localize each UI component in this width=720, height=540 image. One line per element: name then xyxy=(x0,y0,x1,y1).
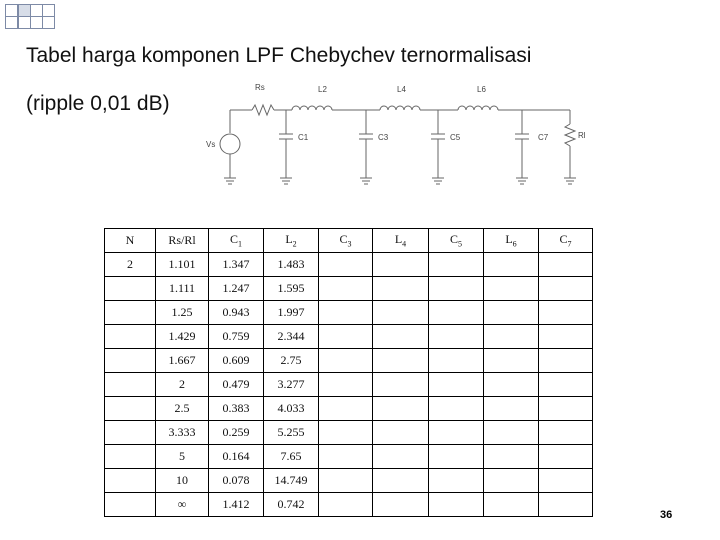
table-cell: 1.412 xyxy=(209,493,264,517)
table-cell xyxy=(373,349,429,373)
table-cell xyxy=(429,469,484,493)
table-cell xyxy=(539,421,593,445)
table-row xyxy=(105,325,593,349)
table-row xyxy=(105,397,593,421)
table-cell xyxy=(373,421,429,445)
header-n: N xyxy=(105,229,156,253)
table-cell xyxy=(319,277,373,301)
c5-label: C5 xyxy=(450,133,461,142)
slide-subtitle: (ripple 0,01 dB) xyxy=(26,92,170,115)
table-cell xyxy=(539,325,593,349)
table-cell xyxy=(484,277,539,301)
table-cell: 2.5 xyxy=(156,397,209,421)
table-cell: 0.078 xyxy=(209,469,264,493)
table-cell xyxy=(319,253,373,277)
table-row xyxy=(105,277,593,301)
table-cell xyxy=(105,277,156,301)
table-cell: 7.65 xyxy=(264,445,319,469)
rl-resistor-icon xyxy=(565,124,575,146)
table-cell xyxy=(539,445,593,469)
table-cell xyxy=(373,325,429,349)
c3-label: C3 xyxy=(378,133,389,142)
table-cell: ∞ xyxy=(156,493,209,517)
table-cell xyxy=(319,373,373,397)
table-cell xyxy=(429,421,484,445)
table-cell xyxy=(484,421,539,445)
table-cell xyxy=(105,421,156,445)
table-cell xyxy=(319,349,373,373)
c1-label: C1 xyxy=(298,133,309,142)
table-cell: 1.247 xyxy=(209,277,264,301)
component-values-table xyxy=(104,228,593,517)
table-cell xyxy=(484,301,539,325)
table-cell: 1.101 xyxy=(156,253,209,277)
table-cell: 1.347 xyxy=(209,253,264,277)
l6-label: L6 xyxy=(477,85,486,94)
header-l6: $L_6$ xyxy=(484,229,539,253)
table-cell xyxy=(429,493,484,517)
table-cell xyxy=(539,301,593,325)
l2-inductor-icon xyxy=(292,106,332,110)
rs-label: Rs xyxy=(255,83,265,92)
header-rs-rl: Rs/Rl xyxy=(156,229,209,253)
decorative-squares xyxy=(0,0,90,40)
table-cell: 10 xyxy=(156,469,209,493)
table-cell: 0.164 xyxy=(209,445,264,469)
table-cell xyxy=(373,469,429,493)
table-cell xyxy=(319,469,373,493)
table-cell: 3.277 xyxy=(264,373,319,397)
table-header-row xyxy=(105,229,593,253)
table-row xyxy=(105,373,593,397)
table-cell xyxy=(484,493,539,517)
table-cell: 0.742 xyxy=(264,493,319,517)
header-l2: $L_2$ xyxy=(264,229,319,253)
table-row xyxy=(105,421,593,445)
table-cell xyxy=(319,325,373,349)
l6-inductor-icon xyxy=(458,106,498,110)
table-cell: 0.759 xyxy=(209,325,264,349)
header-l4: $L_4$ xyxy=(373,229,429,253)
table-cell: 0.943 xyxy=(209,301,264,325)
page-number: 36 xyxy=(660,509,673,521)
table-cell xyxy=(429,253,484,277)
table-row xyxy=(105,301,593,325)
table-cell xyxy=(429,325,484,349)
c7-label: C7 xyxy=(538,133,549,142)
table-cell xyxy=(373,301,429,325)
table-row xyxy=(105,493,593,517)
table-cell xyxy=(429,301,484,325)
table-cell xyxy=(484,325,539,349)
table-cell: 0.383 xyxy=(209,397,264,421)
table-cell xyxy=(105,301,156,325)
table-cell xyxy=(484,397,539,421)
table-cell xyxy=(319,397,373,421)
table-cell xyxy=(319,493,373,517)
table-row xyxy=(105,253,593,277)
table-cell xyxy=(373,397,429,421)
table-cell xyxy=(484,253,539,277)
table-cell xyxy=(539,277,593,301)
rl-label: Rl xyxy=(578,131,586,140)
table-cell: 4.033 xyxy=(264,397,319,421)
table-cell xyxy=(319,445,373,469)
table-cell xyxy=(105,349,156,373)
table-cell xyxy=(105,493,156,517)
table-cell: 2 xyxy=(105,253,156,277)
table-cell xyxy=(539,373,593,397)
table-cell xyxy=(429,373,484,397)
table-cell xyxy=(373,445,429,469)
table-cell xyxy=(484,349,539,373)
table-cell xyxy=(539,397,593,421)
table-cell: 1.25 xyxy=(156,301,209,325)
table-cell xyxy=(373,373,429,397)
table-row xyxy=(105,445,593,469)
l4-label: L4 xyxy=(397,85,406,94)
rs-resistor-icon xyxy=(252,105,274,115)
header-c5: $C_5$ xyxy=(429,229,484,253)
table-cell xyxy=(105,373,156,397)
table-cell xyxy=(429,397,484,421)
table-cell: 1.667 xyxy=(156,349,209,373)
header-c1: $C_1$ xyxy=(209,229,264,253)
table-cell: 5.255 xyxy=(264,421,319,445)
table-cell xyxy=(373,253,429,277)
table-cell: 5 xyxy=(156,445,209,469)
table-cell xyxy=(373,493,429,517)
table-cell xyxy=(539,253,593,277)
l2-label: L2 xyxy=(318,85,327,94)
table-cell: 0.479 xyxy=(209,373,264,397)
table-cell: 2.75 xyxy=(264,349,319,373)
slide-title: Tabel harga komponen LPF Chebychev ternormalisasi xyxy=(26,44,532,67)
table-cell xyxy=(539,349,593,373)
table-cell xyxy=(429,445,484,469)
table-cell: 1.483 xyxy=(264,253,319,277)
table-cell: 2.344 xyxy=(264,325,319,349)
table-cell xyxy=(429,277,484,301)
table-cell: 3.333 xyxy=(156,421,209,445)
table-cell xyxy=(484,445,539,469)
table-row xyxy=(105,469,593,493)
table-cell xyxy=(105,445,156,469)
table-cell: 1.111 xyxy=(156,277,209,301)
table-cell xyxy=(319,421,373,445)
table-cell xyxy=(539,469,593,493)
l4-inductor-icon xyxy=(380,106,420,110)
header-c3: $C_3$ xyxy=(319,229,373,253)
table-cell xyxy=(539,493,593,517)
table-cell xyxy=(484,469,539,493)
table-cell xyxy=(429,349,484,373)
table-cell xyxy=(484,373,539,397)
table-cell: 1.429 xyxy=(156,325,209,349)
ladder-circuit-diagram xyxy=(200,78,590,190)
table-cell: 1.997 xyxy=(264,301,319,325)
table-row xyxy=(105,349,593,373)
table-cell: 0.259 xyxy=(209,421,264,445)
vs-label: Vs xyxy=(206,140,216,149)
table-cell xyxy=(105,325,156,349)
table-cell xyxy=(319,301,373,325)
table-cell: 0.609 xyxy=(209,349,264,373)
table-cell: 2 xyxy=(156,373,209,397)
table-cell xyxy=(373,277,429,301)
table-cell: 1.595 xyxy=(264,277,319,301)
voltage-source-icon xyxy=(220,134,240,154)
header-c7: $C_7$ xyxy=(539,229,593,253)
table-cell xyxy=(105,469,156,493)
table-cell: 14.749 xyxy=(264,469,319,493)
table-cell xyxy=(105,397,156,421)
